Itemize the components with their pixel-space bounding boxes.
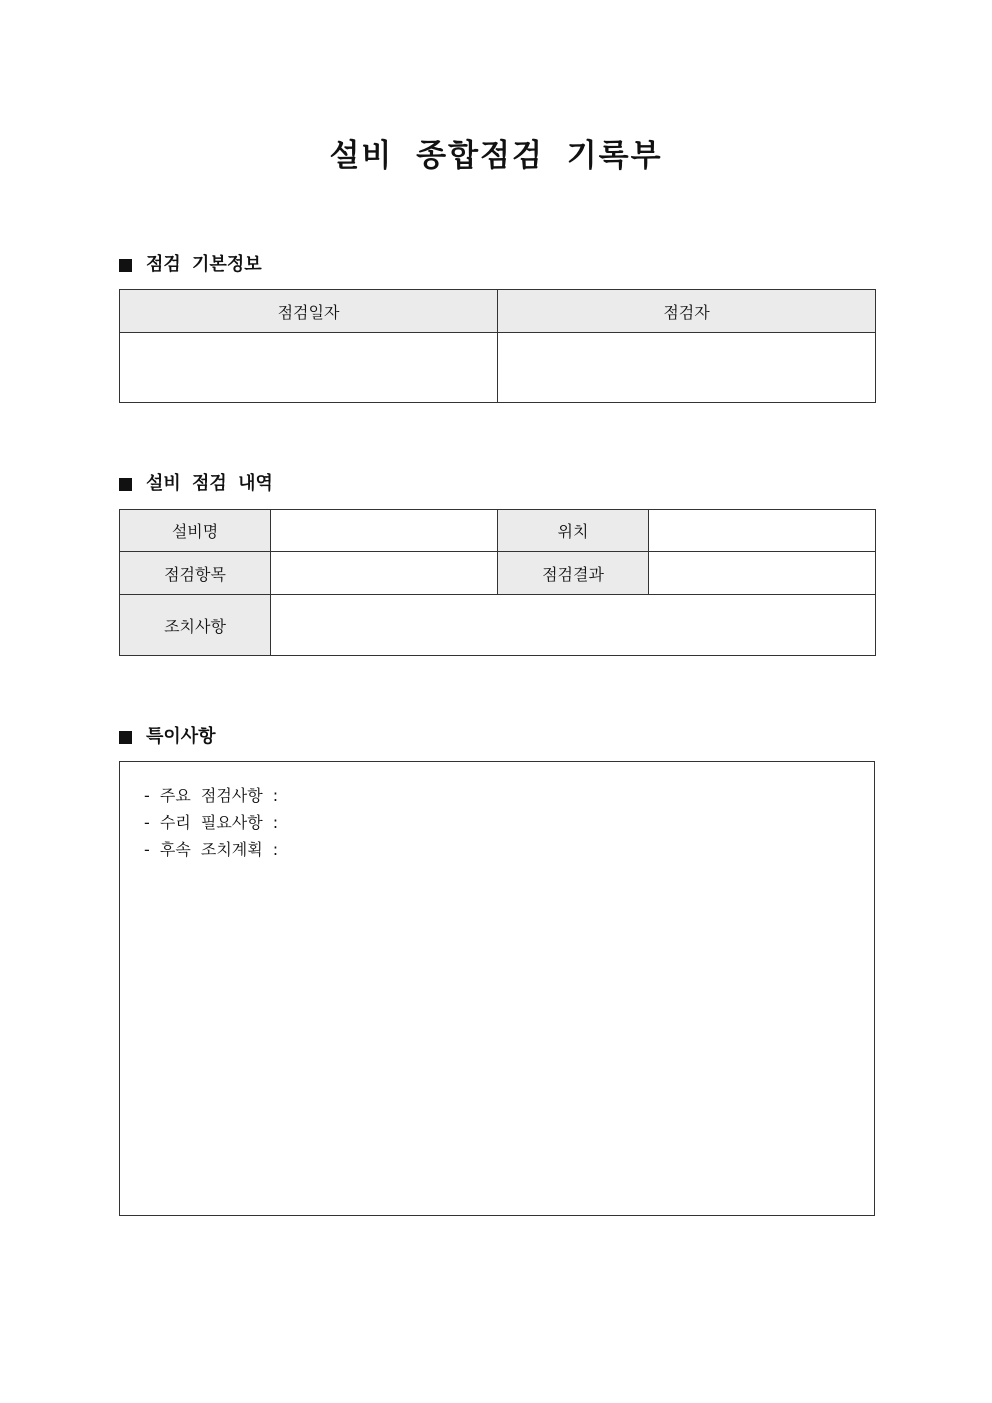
inspection-result-field[interactable] — [649, 552, 876, 595]
action-taken-field[interactable] — [271, 595, 876, 656]
table-row — [120, 510, 876, 552]
basic-info-table — [119, 289, 876, 403]
section-heading-label: 특이사항 — [146, 726, 216, 747]
inspector-field[interactable] — [498, 333, 876, 403]
label-inspection-result: 점검결과 — [498, 552, 649, 595]
location-field[interactable] — [649, 510, 876, 552]
table-header-row — [120, 290, 876, 333]
notes-list — [144, 782, 278, 863]
page-title: 설비 종합점검 기록부 — [329, 138, 663, 174]
label-action-taken: 조치사항 — [120, 595, 271, 656]
square-bullet-icon — [119, 259, 132, 272]
label-inspection-item: 점검항목 — [120, 552, 271, 595]
list-item: - 주요 점검사항 : — [144, 786, 279, 805]
table-row — [120, 595, 876, 656]
equipment-table — [119, 509, 876, 656]
section-heading-equipment — [119, 472, 273, 496]
table-row — [120, 552, 876, 595]
list-item: - 수리 필요사항 : — [144, 813, 279, 832]
inspection-item-field[interactable] — [271, 552, 498, 595]
label-location: 위치 — [498, 510, 649, 552]
label-equipment-name: 설비명 — [120, 510, 271, 552]
section-heading-notes — [119, 725, 216, 749]
table-row — [120, 333, 876, 403]
column-header-inspector: 점검자 — [498, 290, 876, 333]
notes-box[interactable] — [119, 761, 875, 1216]
section-heading-basic-info — [119, 253, 262, 277]
square-bullet-icon — [119, 731, 132, 744]
square-bullet-icon — [119, 478, 132, 491]
inspection-date-field[interactable] — [120, 333, 498, 403]
section-heading-label: 점검 기본정보 — [146, 254, 262, 275]
section-heading-label: 설비 점검 내역 — [146, 473, 273, 494]
equipment-name-field[interactable] — [271, 510, 498, 552]
list-item: - 후속 조치계획 : — [144, 840, 279, 859]
column-header-inspection-date: 점검일자 — [120, 290, 498, 333]
